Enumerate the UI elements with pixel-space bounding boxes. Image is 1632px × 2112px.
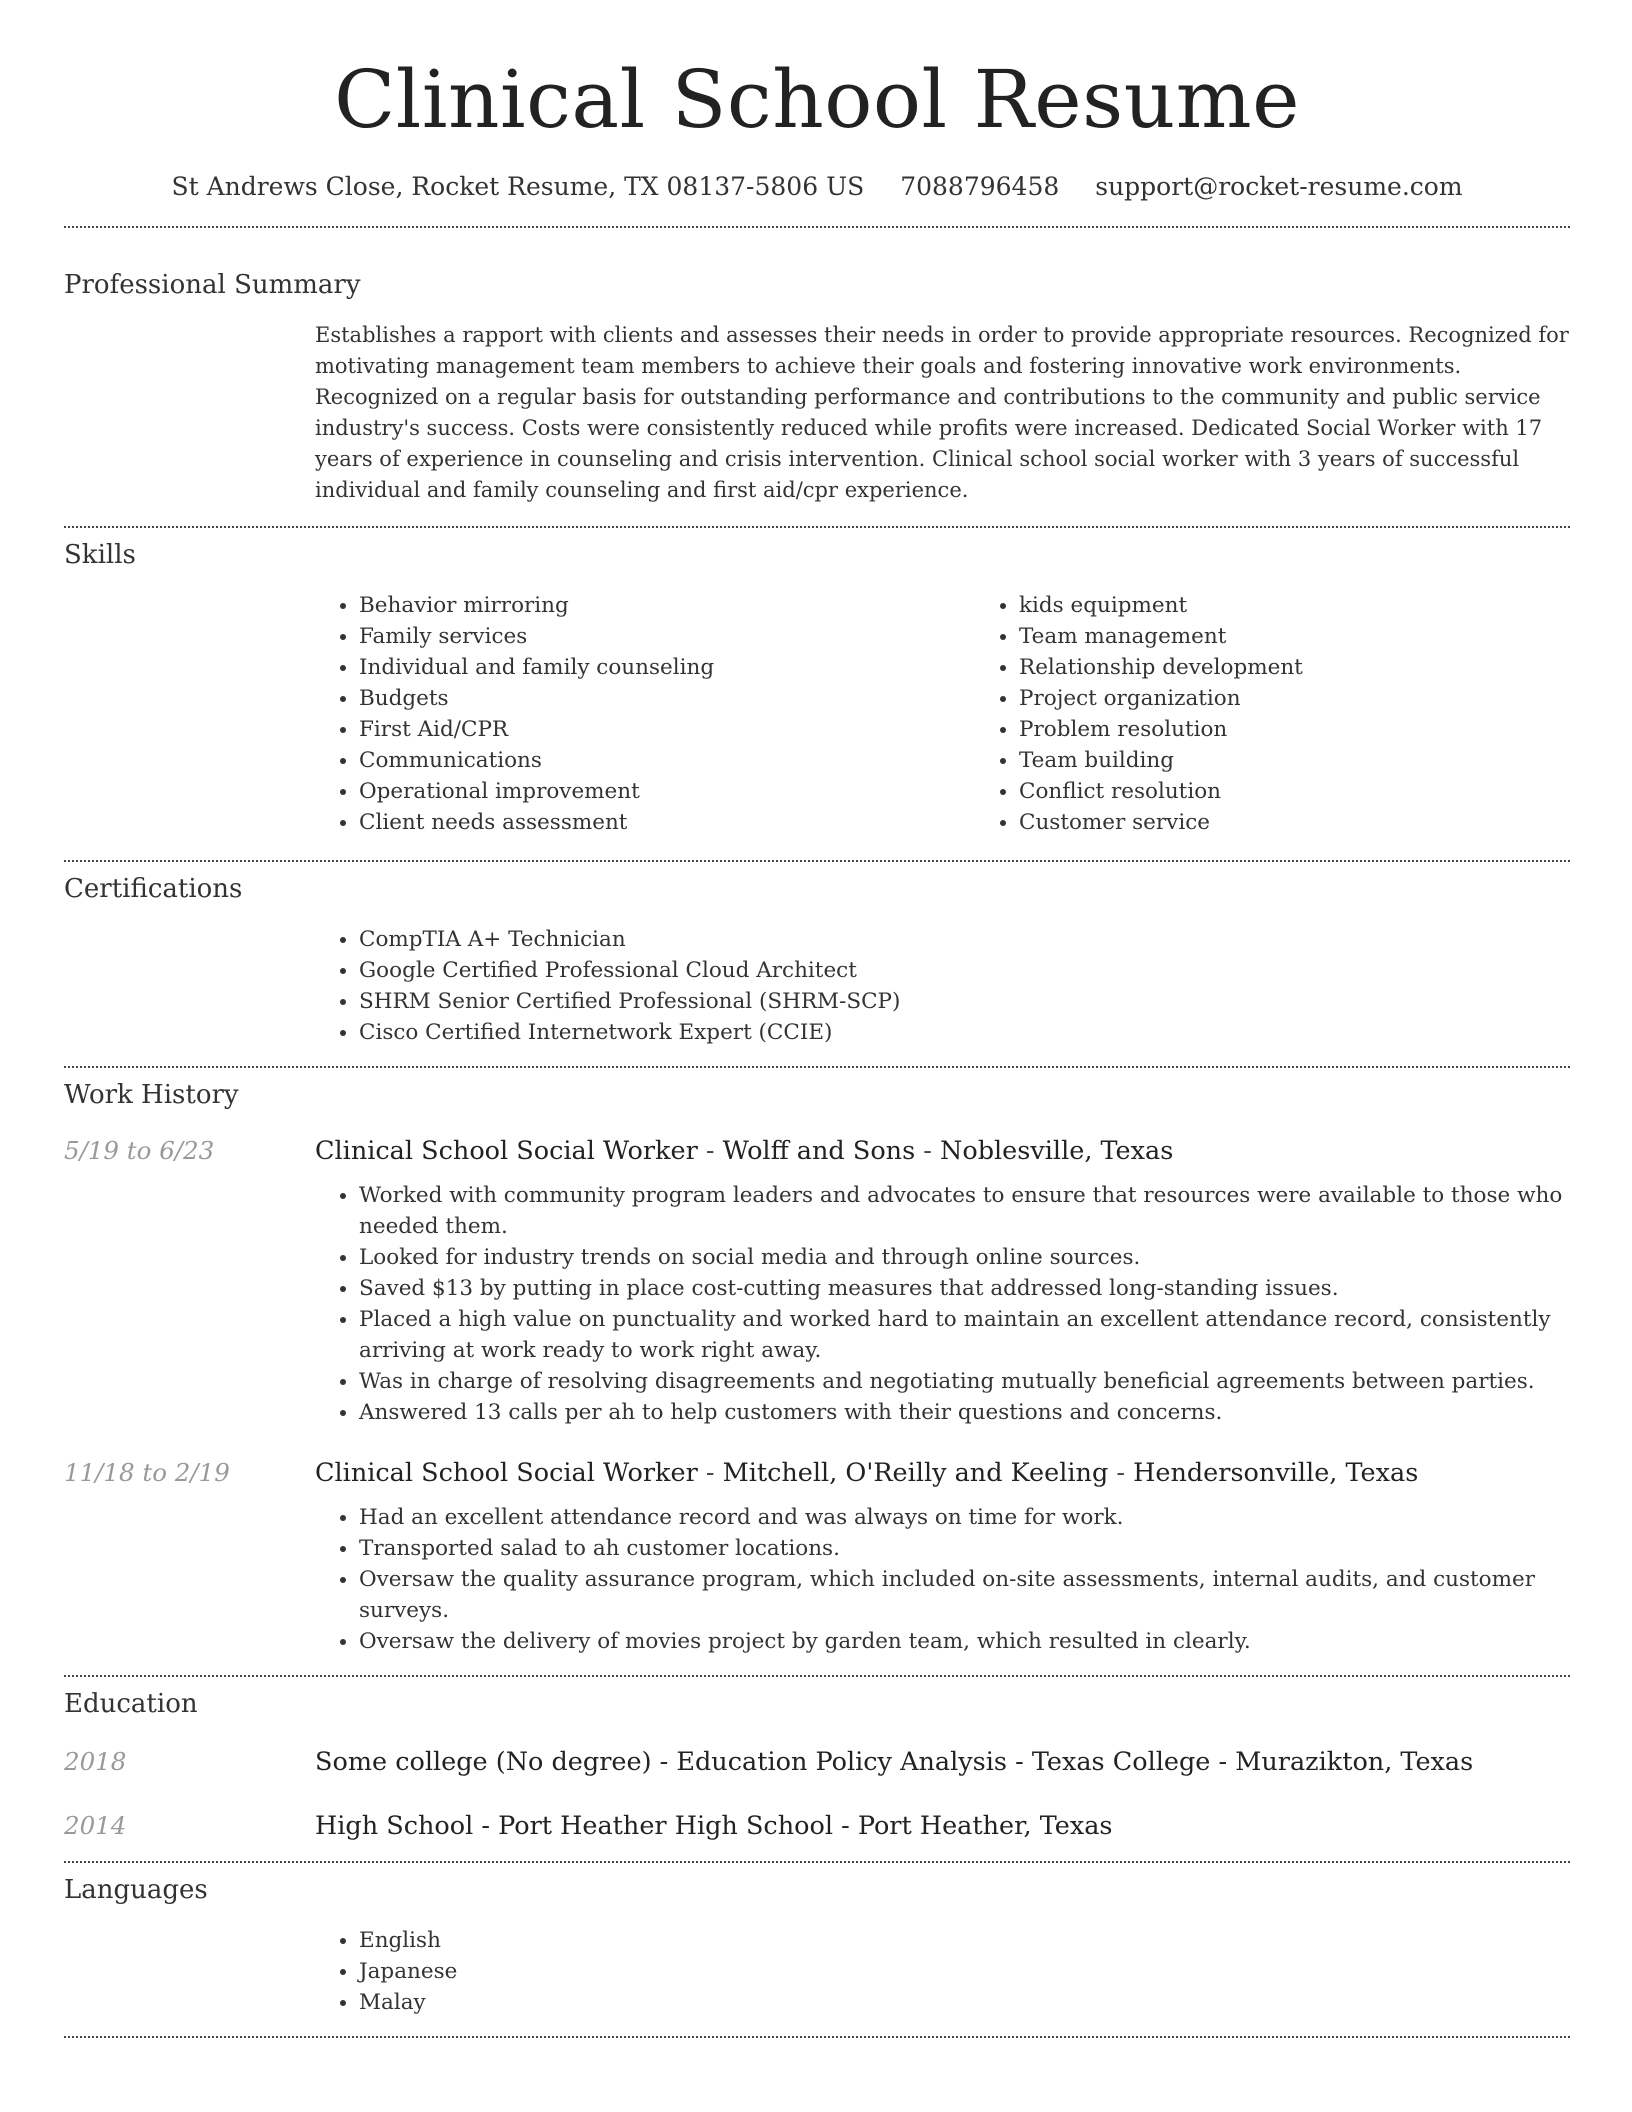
skill-item: • Project organization xyxy=(1019,683,1632,714)
skill-item: • Family services xyxy=(359,621,975,652)
job-company: Mitchell, O'Reilly and Keeling xyxy=(722,1458,1109,1488)
job-bullet: • Oversaw the delivery of movies project by garden team, which resulted in clearly. xyxy=(359,1626,1570,1657)
job-bullet: • Placed a high value on punctuality and worked hard to maintain an excellent attendance record, consistently arriving at work ready to work right away. xyxy=(359,1304,1570,1366)
divider xyxy=(64,1675,1570,1677)
job-location: Hendersonville, Texas xyxy=(1133,1458,1419,1488)
job-company: Wolff and Sons xyxy=(722,1136,916,1166)
language-item: • English xyxy=(359,1925,1570,1956)
divider xyxy=(64,1861,1570,1863)
job-title-line: Clinical School Social Worker - Mitchell, O'Reilly and Keeling - Hendersonville, Texas xyxy=(315,1458,1419,1488)
job-bullet: • Oversaw the quality assurance program, which included on-site assessments, internal audits, and customer surveys. xyxy=(359,1564,1570,1626)
contact-phone: 7088796458 xyxy=(900,172,1060,201)
job-title: Clinical School Social Worker xyxy=(315,1458,698,1488)
job-title-line: Clinical School Social Worker - Wolff and Sons - Noblesville, Texas xyxy=(315,1136,1174,1166)
skill-item: • Behavior mirroring xyxy=(359,590,975,621)
skill-item: • Relationship development xyxy=(1019,652,1632,683)
section-heading-work-history: Work History xyxy=(64,1080,239,1110)
education-year: 2014 xyxy=(64,1811,127,1840)
skill-item: • Team building xyxy=(1019,745,1632,776)
job-location: Noblesville, Texas xyxy=(940,1136,1174,1166)
language-item: • Japanese xyxy=(359,1956,1570,1987)
job-bullet: • Worked with community program leaders and advocates to ensure that resources were available to those who needed them. xyxy=(359,1180,1570,1242)
section-heading-skills: Skills xyxy=(64,540,136,570)
contact-line xyxy=(64,170,1570,204)
certifications-list xyxy=(315,924,1570,1048)
job-bullet: • Looked for industry trends on social media and through online sources. xyxy=(359,1242,1570,1273)
job-bullets xyxy=(315,1502,1570,1657)
skill-item: • Conflict resolution xyxy=(1019,776,1632,807)
skills-list xyxy=(315,590,1570,838)
language-item: • Malay xyxy=(359,1987,1570,2018)
job-bullets xyxy=(315,1180,1570,1428)
contact-address: St Andrews Close, Rocket Resume, TX 08137-5806 US xyxy=(171,172,865,201)
job-bullet: • Answered 13 calls per ah to help customers with their questions and concerns. xyxy=(359,1397,1570,1428)
skill-item: • Operational improvement xyxy=(359,776,975,807)
divider xyxy=(64,226,1570,228)
skills-column-right xyxy=(975,590,1632,838)
skill-item: • Communications xyxy=(359,745,975,776)
job-bullet: • Saved $13 by putting in place cost-cutting measures that addressed long-standing issues. xyxy=(359,1273,1570,1304)
job-bullet: • Was in charge of resolving disagreements and negotiating mutually beneficial agreements between parties. xyxy=(359,1366,1570,1397)
skill-item: • Customer service xyxy=(1019,807,1632,838)
education-year: 2018 xyxy=(64,1747,127,1776)
section-heading-education: Education xyxy=(64,1689,198,1719)
divider xyxy=(64,1066,1570,1068)
skill-item: • Team management xyxy=(1019,621,1632,652)
resume-page xyxy=(64,0,1570,2038)
education-detail: Some college (No degree) - Education Policy Analysis - Texas College - Murazikton, Texas xyxy=(315,1747,1474,1777)
divider xyxy=(64,860,1570,862)
summary-text: Establishes a rapport with clients and assesses their needs in order to provide appropriate resources. Recognized for motivating management team members to achieve their goals and fostering innovative work environments. Recognized on a regular basis for outstanding performance and contributions to the community and public service industry's success. Costs were consistently reduced while profits were increased. Dedicated Social Worker with 17 years of experience in counseling and crisis intervention. Clinical school social worker with 3 years of successful individual and family counseling and first aid/cpr experience. xyxy=(315,323,1569,502)
contact-email[interactable]: support@rocket-resume.com xyxy=(1095,172,1463,201)
skills-column-left xyxy=(315,590,975,838)
job-entry xyxy=(64,1136,1570,1428)
job-title: Clinical School Social Worker xyxy=(315,1136,698,1166)
languages-list xyxy=(315,1925,1570,2018)
resume-title: Clinical School Resume xyxy=(334,53,1300,146)
job-dates: 5/19 to 6/23 xyxy=(64,1136,215,1165)
divider xyxy=(64,2036,1570,2038)
certification-item: • Cisco Certified Internetwork Expert (CCIE) xyxy=(359,1017,1570,1048)
job-bullet: • Had an excellent attendance record and was always on time for work. xyxy=(359,1502,1570,1533)
education-detail: High School - Port Heather High School - Port Heather, Texas xyxy=(315,1811,1113,1841)
divider xyxy=(64,526,1570,528)
job-dates: 11/18 to 2/19 xyxy=(64,1458,230,1487)
certification-item: • CompTIA A+ Technician xyxy=(359,924,1570,955)
job-bullet: • Transported salad to ah customer locations. xyxy=(359,1533,1570,1564)
certification-item: • SHRM Senior Certified Professional (SHRM-SCP) xyxy=(359,986,1570,1017)
education-entry xyxy=(64,1747,1570,1777)
section-heading-summary: Professional Summary xyxy=(64,270,361,300)
skill-item: • kids equipment xyxy=(1019,590,1632,621)
skill-item: • Budgets xyxy=(359,683,975,714)
skill-item: • First Aid/CPR xyxy=(359,714,975,745)
education-entry xyxy=(64,1811,1570,1841)
skill-item: • Client needs assessment xyxy=(359,807,975,838)
skill-item: • Individual and family counseling xyxy=(359,652,975,683)
section-heading-certifications: Certifications xyxy=(64,874,243,904)
certification-item: • Google Certified Professional Cloud Architect xyxy=(359,955,1570,986)
skill-item: • Problem resolution xyxy=(1019,714,1632,745)
job-entry xyxy=(64,1458,1570,1657)
section-heading-languages: Languages xyxy=(64,1875,208,1905)
